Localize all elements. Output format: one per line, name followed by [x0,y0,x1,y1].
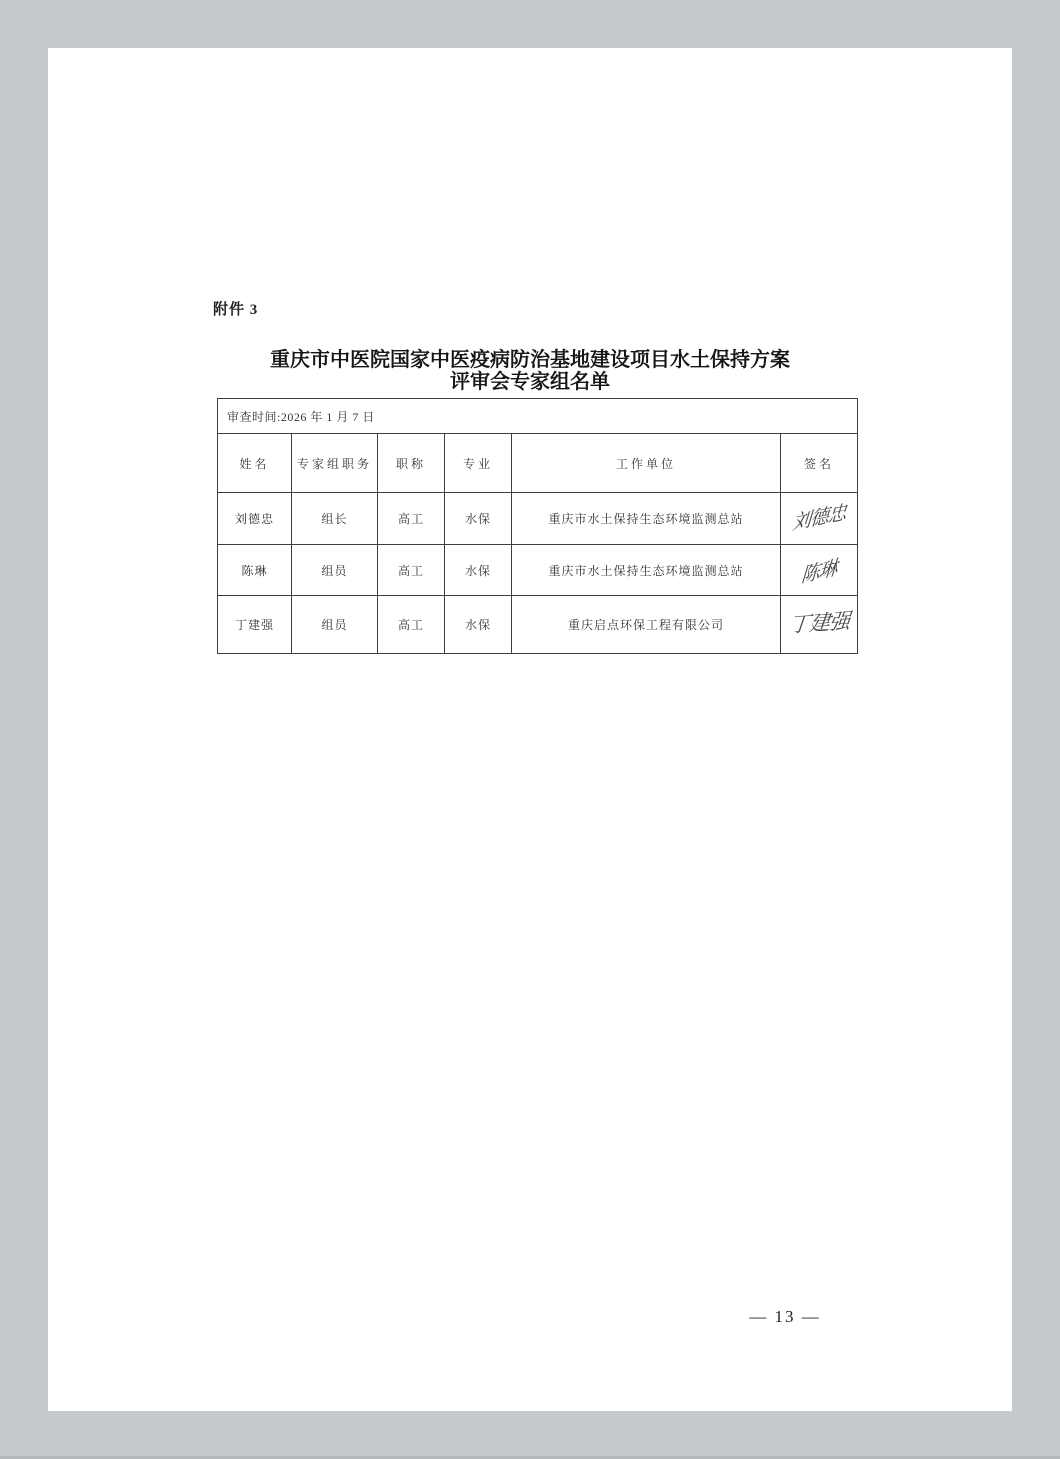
expert-organization: 重庆启点环保工程有限公司 [512,596,781,654]
expert-organization: 重庆市水土保持生态环境监测总站 [512,545,781,596]
handwritten-signature: 陈琳 [800,557,838,588]
expert-name: 丁建强 [218,596,292,654]
expert-role: 组长 [292,493,378,545]
attachment-label: 附件 3 [213,302,259,318]
signature-cell [781,493,858,545]
column-header-name: 姓名 [218,434,292,493]
table-row [218,493,858,545]
table-row [218,545,858,596]
page-number-container [48,1307,1012,1327]
table-header-row [218,434,858,493]
column-header-title: 职称 [378,434,445,493]
document-title-line2: 评审会专家组名单 [450,371,610,393]
expert-name: 刘德忠 [218,493,292,545]
expert-name: 陈琳 [218,545,292,596]
page-number: — 13 — [749,1307,821,1326]
review-date: 审查时间:2026 年 1 月 7 日 [218,399,858,434]
expert-role: 组员 [292,545,378,596]
document-title [48,349,1012,393]
signature-cell [781,596,858,654]
expert-title: 高工 [378,493,445,545]
expert-role: 组员 [292,596,378,654]
expert-title: 高工 [378,545,445,596]
document-title-line1: 重庆市中医院国家中医疫病防治基地建设项目水土保持方案 [270,349,790,371]
table-caption-row [218,399,858,434]
handwritten-signature: 丁建强 [788,608,851,637]
column-header-specialty: 专业 [445,434,512,493]
expert-specialty: 水保 [445,596,512,654]
column-header-role: 专家组职务 [292,434,378,493]
expert-specialty: 水保 [445,545,512,596]
column-header-organization: 工作单位 [512,434,781,493]
signature-cell [781,545,858,596]
document-paper [48,48,1012,1411]
column-header-signature: 签名 [781,434,858,493]
expert-specialty: 水保 [445,493,512,545]
handwritten-signature: 刘德忠 [791,502,847,535]
table-row [218,596,858,654]
expert-group-table [217,398,858,654]
expert-title: 高工 [378,596,445,654]
expert-organization: 重庆市水土保持生态环境监测总站 [512,493,781,545]
